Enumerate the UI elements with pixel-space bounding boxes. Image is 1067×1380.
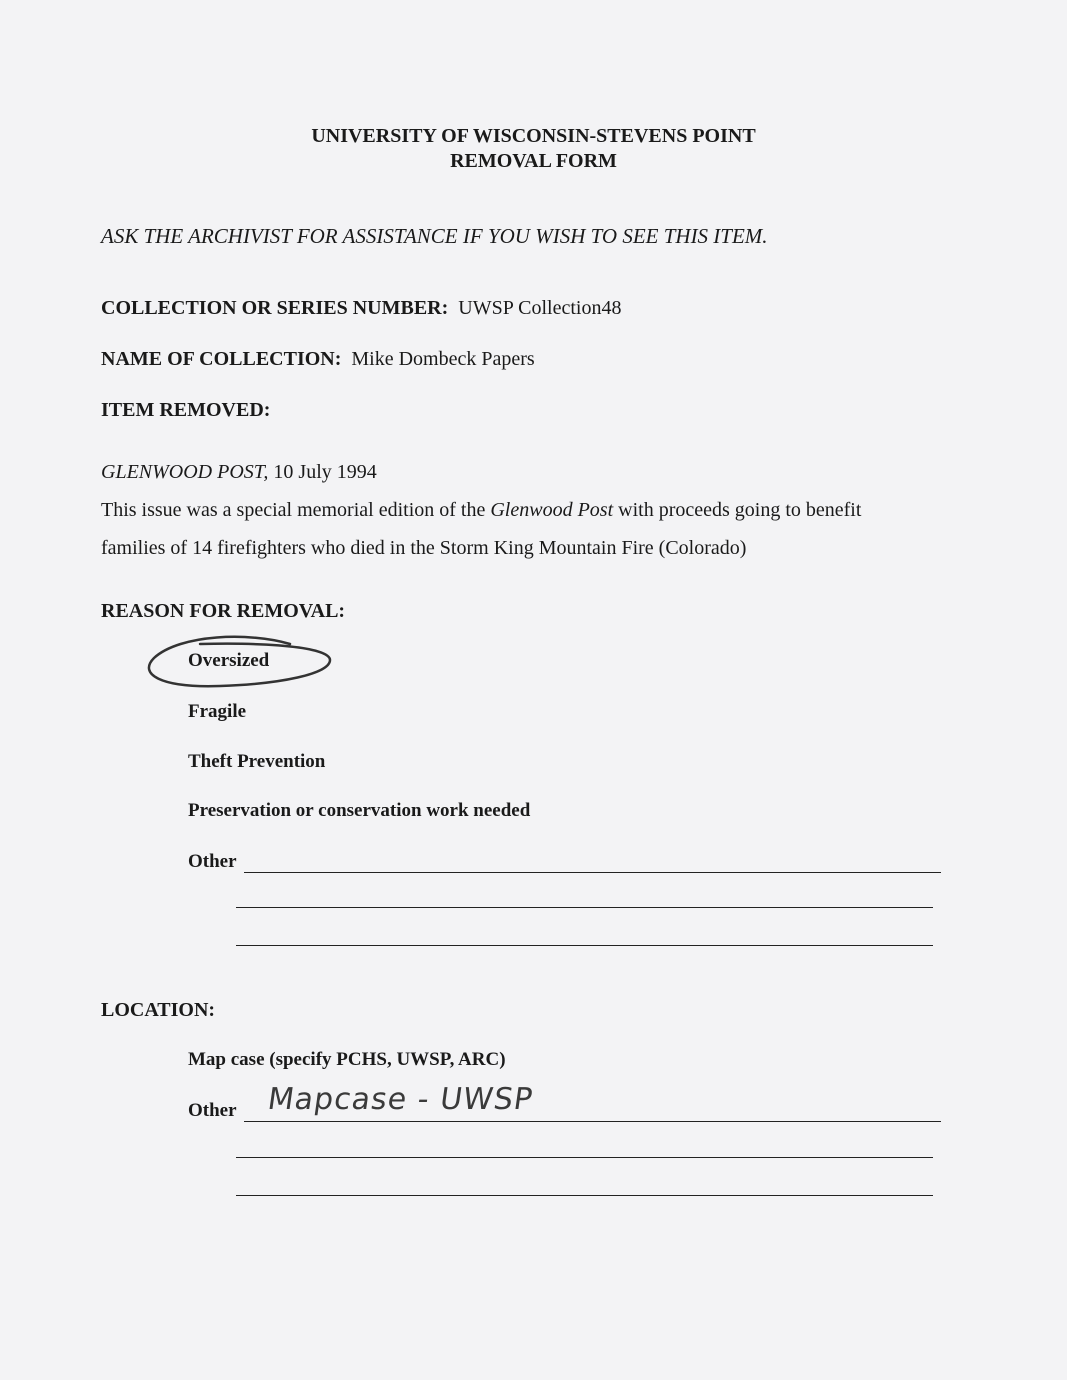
item-desc-italic: Glenwood Post <box>490 499 614 521</box>
location-map-case[interactable]: Map case (specify PCHS, UWSP, ARC) <box>188 1049 506 1070</box>
collection-number-label: COLLECTION OR SERIES NUMBER: <box>101 297 449 319</box>
item-date: 10 July 1994 <box>273 461 377 483</box>
form-header-title: REMOVAL FORM <box>450 150 617 172</box>
reason-option-theft-prevention[interactable]: Theft Prevention <box>188 751 326 772</box>
reason-other-label: Other <box>188 851 237 872</box>
collection-number-row <box>101 297 621 320</box>
item-removed-label: ITEM REMOVED: <box>101 399 271 421</box>
reason-label: REASON FOR REMOVAL: <box>101 600 346 622</box>
reason-option-fragile[interactable]: Fragile <box>188 701 247 722</box>
item-title: GLENWOOD POST, <box>101 461 269 483</box>
reason-other-line-3[interactable] <box>236 945 933 946</box>
reason-option-preservation[interactable]: Preservation or conservation work needed <box>188 800 531 821</box>
location-label: LOCATION: <box>101 999 216 1021</box>
location-other-line-3[interactable] <box>236 1195 933 1196</box>
item-desc-text-cont: with proceeds going to benefit <box>618 499 862 521</box>
reason-option-oversized[interactable]: Oversized <box>188 650 270 671</box>
item-description-line2: families of 14 firefighters who died in the Storm King Mountain Fire (Colorado) <box>101 537 747 559</box>
collection-name-row <box>101 348 535 371</box>
reason-other-line-1[interactable] <box>244 872 941 873</box>
item-description-line1 <box>101 499 861 522</box>
item-desc-text: This issue was a special memorial edition of the <box>101 499 486 521</box>
archivist-instruction: ASK THE ARCHIVIST FOR ASSISTANCE IF YOU WISH TO SEE THIS ITEM. <box>101 224 768 248</box>
form-header-university: UNIVERSITY OF WISCONSIN-STEVENS POINT <box>311 125 756 147</box>
collection-number-value: UWSP Collection48 <box>458 297 622 319</box>
location-other-label: Other <box>188 1100 237 1121</box>
reason-other-line-2[interactable] <box>236 907 933 908</box>
collection-name-value: Mike Dombeck Papers <box>351 348 535 370</box>
item-title-row <box>101 461 377 484</box>
location-other-handwritten-entry: Mapcase - UWSP <box>265 1082 536 1117</box>
collection-name-label: NAME OF COLLECTION: <box>101 348 342 370</box>
location-other-line-2[interactable] <box>236 1157 933 1158</box>
location-other-line-1[interactable] <box>244 1121 941 1122</box>
